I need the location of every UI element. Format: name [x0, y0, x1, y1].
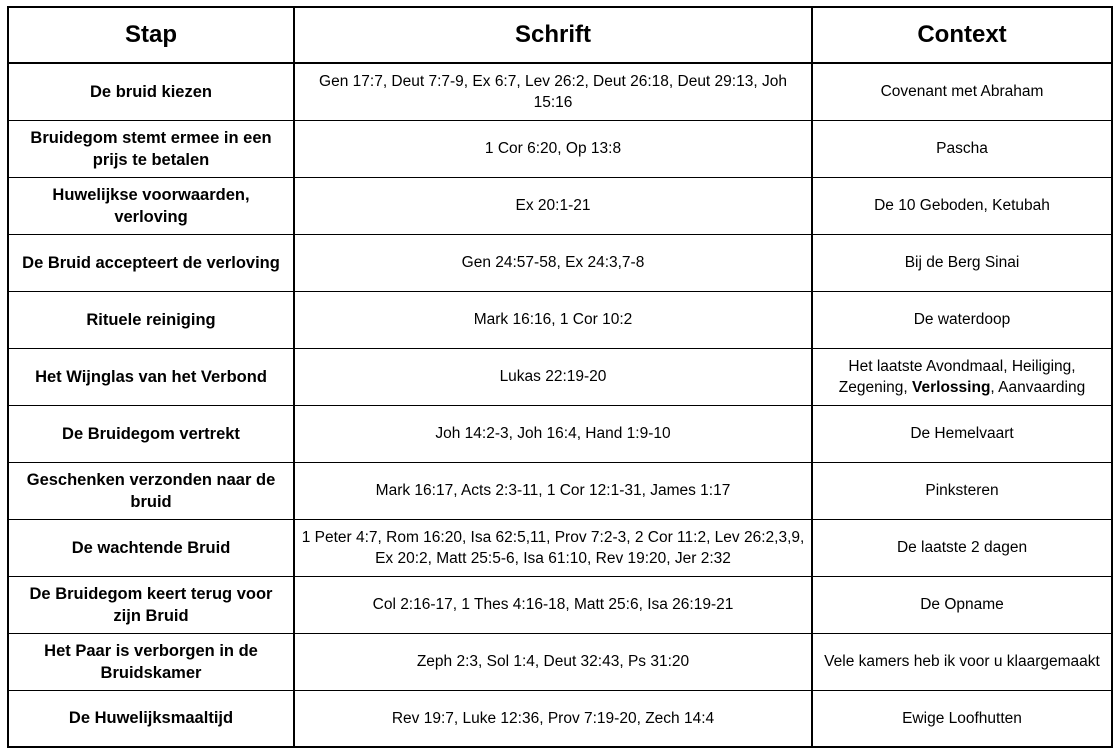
step-cell: De Bruid accepteert de verloving	[8, 234, 294, 291]
context-cell: De Opname	[812, 576, 1112, 633]
scripture-cell: Rev 19:7, Luke 12:36, Prov 7:19-20, Zech 14:4	[294, 690, 812, 747]
scripture-cell: Gen 24:57-58, Ex 24:3,7-8	[294, 234, 812, 291]
step-cell: Geschenken verzonden naar de bruid	[8, 462, 294, 519]
step-cell: Rituele reiniging	[8, 291, 294, 348]
step-cell: De Bruidegom keert terug voor zijn Bruid	[8, 576, 294, 633]
table-row	[8, 462, 1112, 519]
step-cell: Bruidegom stemt ermee in een prijs te betalen	[8, 120, 294, 177]
scripture-cell: Joh 14:2-3, Joh 16:4, Hand 1:9-10	[294, 405, 812, 462]
table-row	[8, 405, 1112, 462]
step-cell: De Huwelijksmaaltijd	[8, 690, 294, 747]
context-cell: Bij de Berg Sinai	[812, 234, 1112, 291]
step-cell: De wachtende Bruid	[8, 519, 294, 576]
scripture-cell: Zeph 2:3, Sol 1:4, Deut 32:43, Ps 31:20	[294, 633, 812, 690]
table-row	[8, 291, 1112, 348]
scripture-cell: 1 Peter 4:7, Rom 16:20, Isa 62:5,11, Prov 7:2-3, 2 Cor 11:2, Lev 26:2,3,9, Ex 20:2, Matt 25:5-6, Isa 61:10, Rev 19:20, Jer 2:32	[294, 519, 812, 576]
scripture-cell: 1 Cor 6:20, Op 13:8	[294, 120, 812, 177]
scripture-cell: Mark 16:16, 1 Cor 10:2	[294, 291, 812, 348]
header-row	[8, 7, 1112, 63]
step-cell: Het Paar is verborgen in de Bruidskamer	[8, 633, 294, 690]
context-cell: De 10 Geboden, Ketubah	[812, 177, 1112, 234]
context-emphasis: Verlossing	[912, 378, 991, 396]
step-cell: Het Wijnglas van het Verbond	[8, 348, 294, 405]
header-step: Stap	[8, 7, 294, 63]
table-row	[8, 690, 1112, 747]
context-text: Het laatste Avondmaal, Heiliging, Zegening,	[838, 357, 1076, 396]
table-row	[8, 576, 1112, 633]
scripture-cell: Mark 16:17, Acts 2:3-11, 1 Cor 12:1-31, James 1:17	[294, 462, 812, 519]
context-cell: Vele kamers heb ik voor u klaargemaakt	[812, 633, 1112, 690]
step-cell: Huwelijkse voorwaarden, verloving	[8, 177, 294, 234]
table-row	[8, 120, 1112, 177]
scripture-cell: Col 2:16-17, 1 Thes 4:16-18, Matt 25:6, Isa 26:19-21	[294, 576, 812, 633]
table-row	[8, 519, 1112, 576]
context-cell: Pascha	[812, 120, 1112, 177]
table-row	[8, 63, 1112, 120]
step-cell: De bruid kiezen	[8, 63, 294, 120]
table-container	[7, 6, 1111, 748]
table-row	[8, 348, 1112, 405]
context-cell: Pinksteren	[812, 462, 1112, 519]
table-row	[8, 234, 1112, 291]
step-cell: De Bruidegom vertrekt	[8, 405, 294, 462]
context-cell: De waterdoop	[812, 291, 1112, 348]
context-text: , Aanvaarding	[990, 378, 1086, 396]
context-cell: Ewige Loofhutten	[812, 690, 1112, 747]
table-row	[8, 633, 1112, 690]
wedding-steps-table	[7, 6, 1113, 748]
scripture-cell: Lukas 22:19-20	[294, 348, 812, 405]
header-context: Context	[812, 7, 1112, 63]
header-scripture: Schrift	[294, 7, 812, 63]
context-cell: De laatste 2 dagen	[812, 519, 1112, 576]
scripture-cell: Ex 20:1-21	[294, 177, 812, 234]
context-cell: De Hemelvaart	[812, 405, 1112, 462]
context-cell: Covenant met Abraham	[812, 63, 1112, 120]
table-row	[8, 177, 1112, 234]
context-cell	[812, 348, 1112, 405]
scripture-cell: Gen 17:7, Deut 7:7-9, Ex 6:7, Lev 26:2, Deut 26:18, Deut 29:13, Joh 15:16	[294, 63, 812, 120]
